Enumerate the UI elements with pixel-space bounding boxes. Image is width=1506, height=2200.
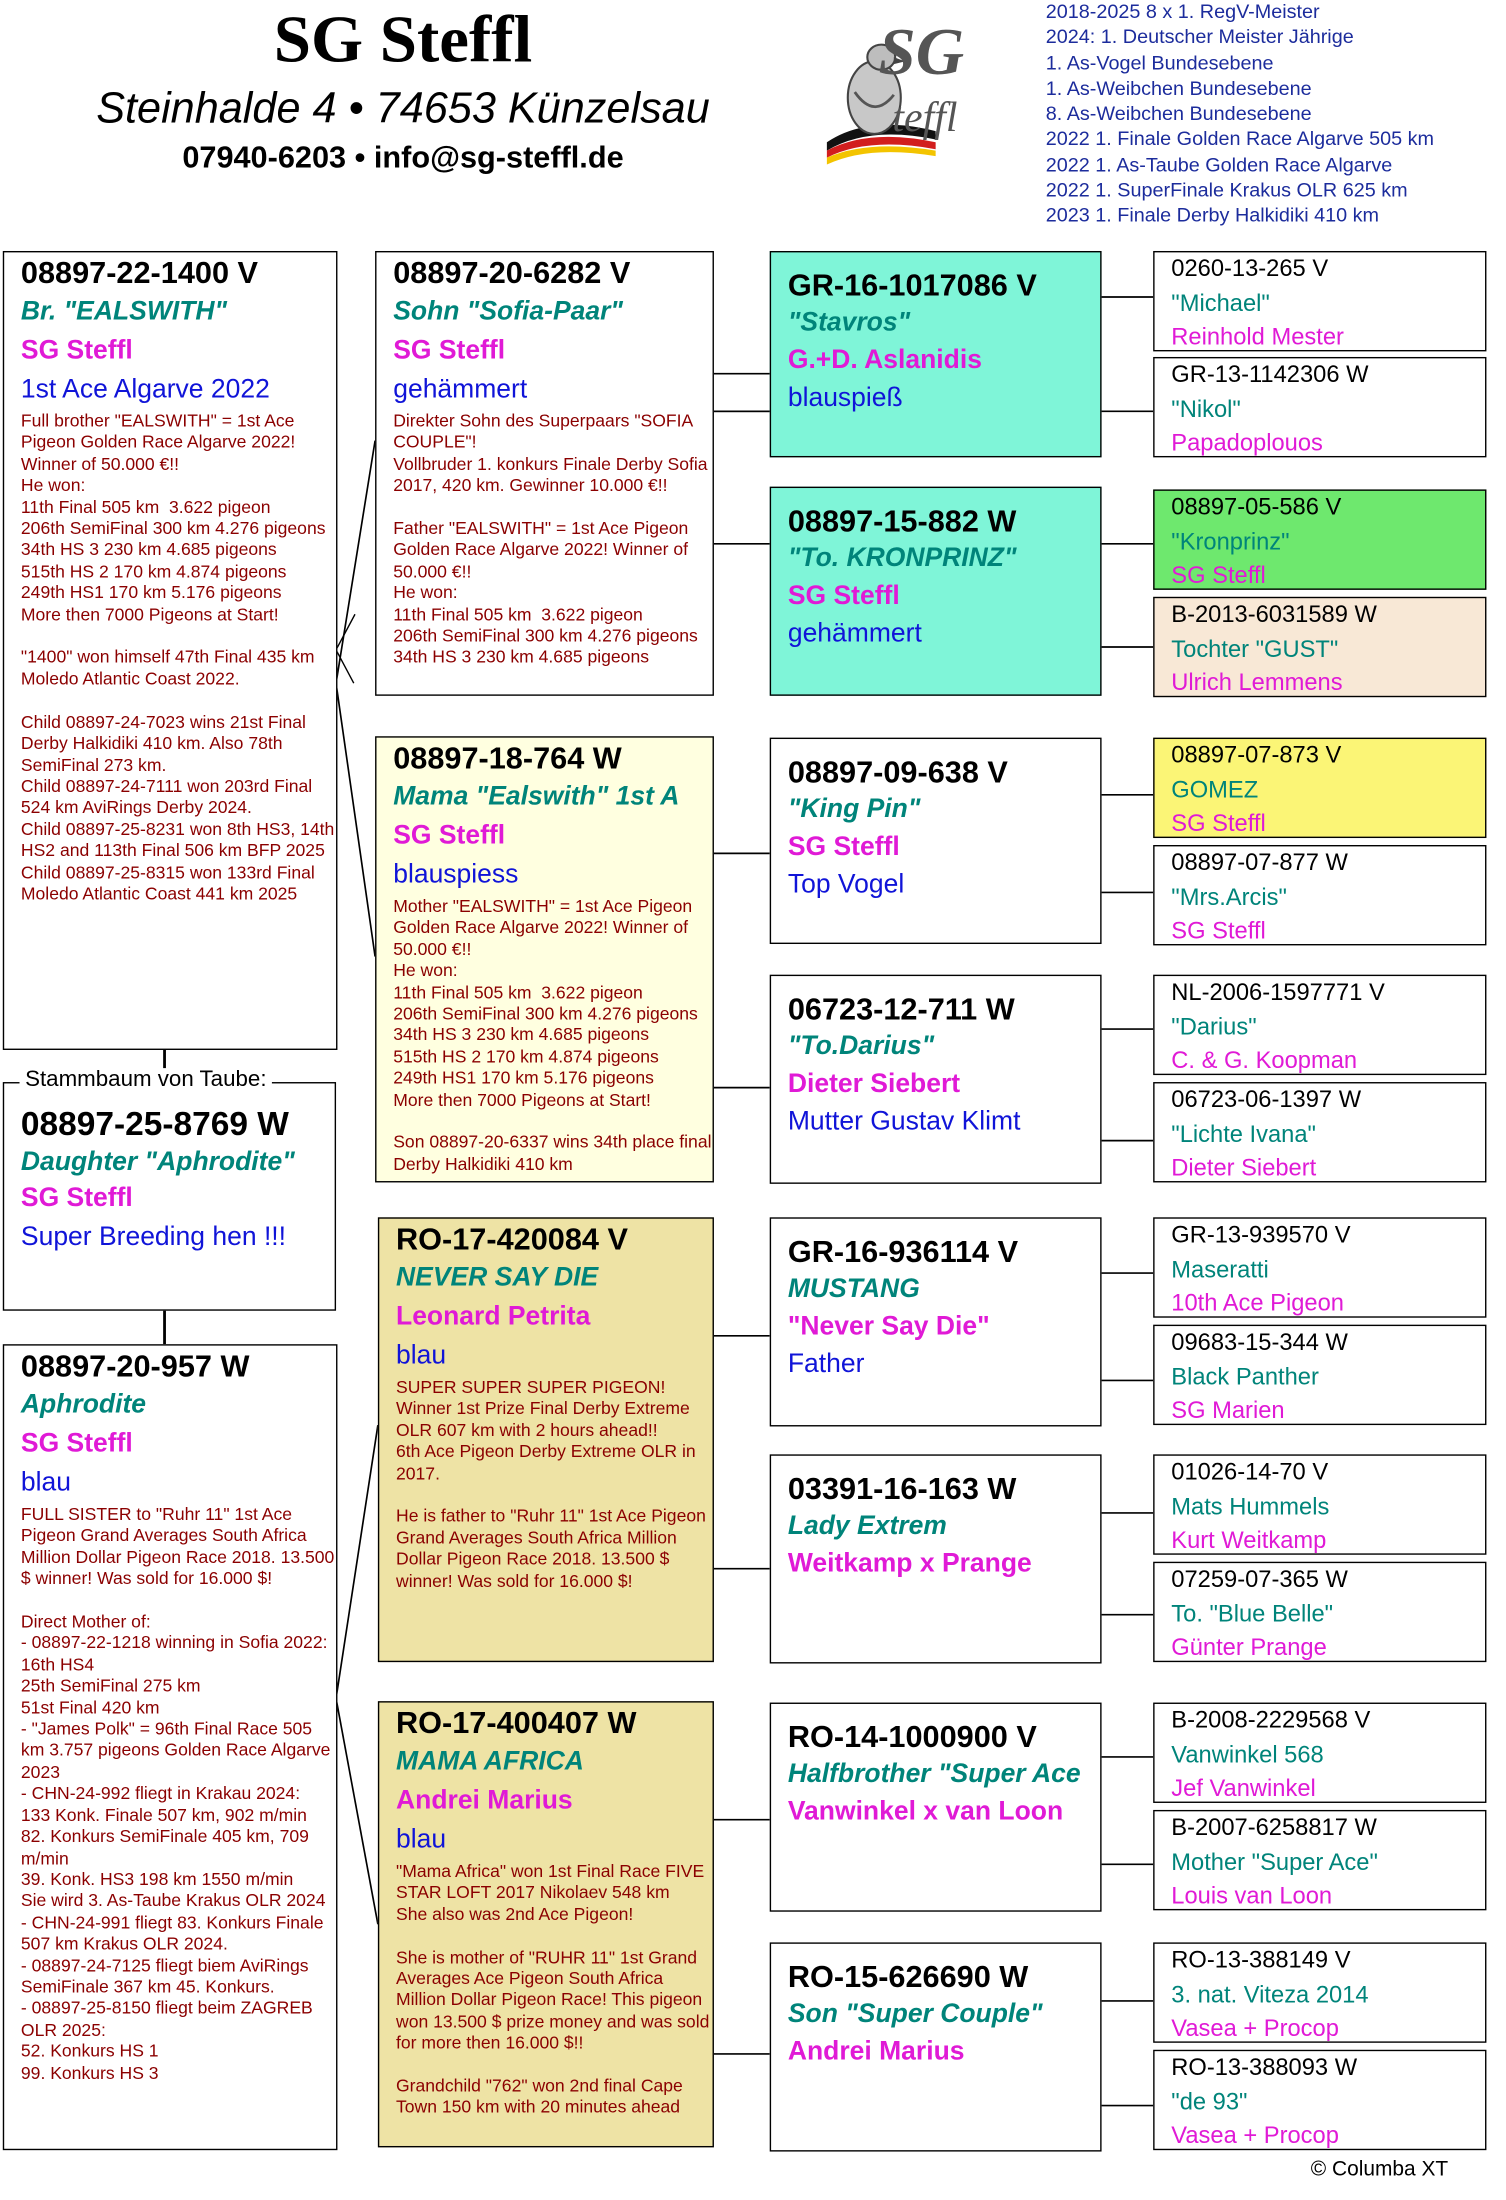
ring-number: GR-16-1017086 V (787, 267, 1037, 303)
achievement: 1. As-Vogel Bundesebene (1045, 52, 1274, 75)
description: Full brother "EALSWITH" = 1st Ace Pigeon Golden Race Algarve 2022! Winner of 50.000 €!! He won: 11th Final 505 km 3.622 pigeon 206th SemiFinal 300 km 4.276 pigeons 34th HS 3 230 km 4.685 pigeons 515th HS 2 170 km 4.874 pigeons 249th HS1 170 km 5.176 pigeons More then 7000 Pigeons at Start! "1400" won himself 47th Final 435 km Moledo Atlantic Coast 2022. Child 08897-24-7023 wins 21st Final Derby Halkidiki 410 km. Also 78th SemiFinal 273 km. Child 08897-24-7111 won 203rd Final 524 km AviRings Derby 2024. Child 08897-25-8231 won 8th HS3, 14th HS2 and 113th Final 506 km BFP 2025 Child 08897-25-8315 won 133rd Final Moledo Atlantic Coast 441 km 2025 (20, 411, 335, 904)
breeder: Vanwinkel x van Loon (787, 1797, 1064, 1827)
pigeon-name: "Lichte Ivana" (1171, 1120, 1316, 1147)
gen3-card[interactable] (770, 487, 1102, 696)
color-line: gehämmert (787, 619, 922, 649)
pigeon-name: Vanwinkel 568 (1171, 1740, 1324, 1768)
ring-number: 08897-07-877 W (1171, 849, 1348, 876)
breeder: SG Marien (1171, 1397, 1285, 1424)
pigeon-name: MAMA AFRICA (396, 1747, 584, 1777)
pigeon-name: "Mrs.Arcis" (1171, 883, 1287, 910)
ring-number: 08897-07-873 V (1171, 741, 1342, 769)
breeder: Louis van Loon (1171, 1882, 1333, 1909)
ring-number: B-2013-6031589 W (1171, 600, 1377, 628)
breeder: SG Steffl (787, 581, 900, 611)
gen4-card[interactable] (1153, 845, 1486, 945)
pigeon-name: Son "Super Couple" (787, 1999, 1043, 2029)
pigeon-name: GOMEZ (1171, 775, 1259, 803)
pigeon-name: Maseratti (1171, 1255, 1269, 1283)
achievement: 8. As-Weibchen Bundesebene (1045, 103, 1312, 126)
breeder: SG Steffl (393, 336, 506, 366)
breeder: SG Steffl (1171, 917, 1266, 945)
breeder: Dieter Siebert (1171, 1154, 1317, 1182)
color-line: blau (396, 1341, 447, 1371)
breeder: Dieter Siebert (787, 1069, 961, 1099)
ring-number: 06723-12-711 W (787, 991, 1015, 1027)
page-title: SG Steffl (273, 2, 533, 77)
gen4-card[interactable] (1153, 1454, 1486, 1554)
achievement: 2024: 1. Deutscher Meister Jährige (1045, 26, 1354, 50)
description: SUPER SUPER SUPER PIGEON! Winner 1st Prize Final Derby Extreme OLR 607 km with 2 hours ahead!! 6th Ace Pigeon Derby Extreme OLR in 2017. He is father to "Ruhr 11" 1st Ace Pigeon Grand Averages South Africa Million Dollar Pigeon Race 2018. 13.500 $ winner! Was sold for 16.000 $! (396, 1377, 706, 1591)
pigeon-name: Mother "Super Ace" (1171, 1848, 1378, 1875)
color-line: 1st Ace Algarve 2022 (20, 375, 270, 405)
pigeon-name: "Nikol" (1171, 395, 1241, 422)
gen4-card[interactable] (1153, 1562, 1486, 1662)
ring-number: 08897-20-957 W (20, 1348, 250, 1384)
breeder: Andrei Marius (787, 2037, 965, 2067)
ring-number: 08897-18-764 W (393, 740, 622, 776)
color-line: blauspieß (787, 383, 903, 413)
gen3-card[interactable] (770, 251, 1102, 457)
color-line: blau (396, 1825, 447, 1855)
pigeon-name: "Michael" (1171, 289, 1270, 316)
pigeon-name: MUSTANG (787, 1274, 920, 1304)
description: Direkter Sohn des Superpaars "SOFIA COUPLE"! Vollbruder 1. konkurs Finale Derby Sofia 2017, 420 km. Gewinner 10.000 €!! Father "EALSWITH" = 1st Ace Pigeon Golden Race Algarve 2022! Winner of 50.000 €!! He won: 11th Final 505 km 3.622 pigeon 206th SemiFinal 300 km 4.276 pigeons 34th HS 3 230 km 4.685 pigeons (393, 411, 708, 668)
maternal-grandfather-card[interactable] (378, 1217, 714, 1662)
ring-number: NL-2006-1597771 V (1171, 978, 1385, 1006)
ring-number: 07259-07-365 W (1171, 1565, 1348, 1593)
mother-card[interactable] (3, 1344, 338, 2150)
gen4-card[interactable] (1153, 1325, 1486, 1425)
description: "Mama Africa" won 1st Final Race FIVE STAR LOFT 2017 Nikolaev 548 km She also was 2nd Ace Pigeon! She is mother of "RUHR 11" 1st Grand Averages Ace Pigeon South Africa Million Dollar Pigeon Race! This pigeon won 13.500 $ prize money and was sold for more then 16.000 $!! Grandchild "762" won 2nd final Cape Town 150 km with 20 minutes ahead (396, 1861, 710, 2118)
gen4-card[interactable] (1153, 357, 1486, 457)
breeder: SG Steffl (1171, 810, 1266, 837)
breeder: G.+D. Aslanidis (787, 345, 982, 376)
pigeon-name: "de 93" (1171, 2088, 1248, 2115)
pigeon-name: Mats Hummels (1171, 1492, 1330, 1520)
ring-number: GR-13-939570 V (1171, 1221, 1351, 1248)
color-line: Super Breeding hen !!! (20, 1222, 287, 1253)
gen4-card[interactable] (1153, 1703, 1486, 1803)
breeder: SG Steffl (787, 832, 900, 862)
achievement: 2022 1. SuperFinale Krakus OLR 625 km (1045, 179, 1408, 203)
paternal-grandmother-card[interactable] (375, 736, 714, 1182)
color-line: gehämmert (393, 375, 528, 405)
subject-card[interactable] (3, 1082, 336, 1311)
gen3-card[interactable] (770, 1454, 1102, 1663)
gen4-card[interactable] (1153, 1810, 1486, 1910)
pigeon-name: Aphrodite (20, 1390, 147, 1420)
breeder: "Never Say Die" (787, 1312, 990, 1342)
breeder: Andrei Marius (396, 1786, 573, 1816)
ring-number: 08897-20-6282 V (393, 255, 631, 291)
breeder: Reinhold Mester (1171, 323, 1344, 350)
pigeon-name: "To.Darius" (787, 1031, 935, 1062)
ring-number: RO-13-388093 W (1171, 2053, 1358, 2081)
breeder: SG Steffl (20, 336, 133, 366)
breeder: Vasea + Procop (1171, 2122, 1339, 2149)
gen4-card[interactable] (1153, 975, 1486, 1075)
breeder: Papadoplouos (1171, 429, 1323, 456)
footer-copyright: © Columba XT (1310, 2157, 1449, 2181)
pigeon-name: Br. "EALSWITH" (20, 297, 228, 327)
color-line: Father (787, 1349, 865, 1380)
ring-number: 08897-05-586 V (1171, 493, 1342, 521)
pigeon-name: Daughter "Aphrodite" (20, 1147, 295, 1177)
breeder: Ulrich Lemmens (1171, 669, 1343, 696)
logo-text-top: SG (878, 15, 965, 90)
pigeon-name: NEVER SAY DIE (396, 1263, 599, 1293)
ring-number: 08897-22-1400 V (20, 255, 259, 291)
ring-number: 03391-16-163 W (787, 1471, 1017, 1506)
ring-number: GR-13-1142306 W (1171, 361, 1369, 388)
pigeon-name: "Darius" (1171, 1013, 1257, 1040)
pigeon-name: Tochter "GUST" (1171, 635, 1339, 662)
color-line: Mutter Gustav Klimt (787, 1107, 1021, 1137)
ring-number: 08897-25-8769 W (20, 1105, 289, 1144)
color-line: blau (20, 1468, 72, 1498)
pigeon-name: Mama "Ealswith" 1st A (393, 782, 680, 812)
description: Mother "EALSWITH" = 1st Ace Pigeon Golden Race Algarve 2022! Winner of 50.000 €!! He won: 11th Final 505 km 3.622 pigeon 206th SemiFinal 300 km 4.276 pigeons 34th HS 3 230 km 4.685 pigeons 515th HS 2 170 km 4.874 pigeons 249th HS1 170 km 5.176 pigeons More then 7000 Pigeons at Start! Son 08897-20-6337 wins 34th place final Derby Halkidiki 410 km (393, 896, 712, 1174)
pigeon-name: "Stavros" (787, 308, 911, 338)
gen4-card[interactable] (1153, 1942, 1486, 2042)
ring-number: GR-16-936114 V (787, 1234, 1019, 1269)
breeder: 10th Ace Pigeon (1171, 1289, 1344, 1317)
breeder: Weitkamp x Prange (787, 1549, 1032, 1579)
pigeon-name: 3. nat. Viteza 2014 (1171, 1980, 1369, 2008)
stammbaum-label: Stammbaum von Taube: (20, 1068, 273, 1093)
achievement: 2022 1. As-Taube Golden Race Algarve (1045, 154, 1393, 177)
address: Steinhalde 4 • 74653 Künzelsau (96, 83, 710, 133)
breeder: Leonard Petrita (396, 1302, 591, 1332)
achievement: 2023 1. Finale Derby Halkidiki 410 km (1045, 205, 1379, 228)
pigeon-name: Lady Extrem (787, 1511, 947, 1541)
logo-text-bottom: teffl (892, 94, 958, 141)
gen3-card[interactable] (770, 738, 1102, 944)
achievement: 2018-2025 8 x 1. RegV-Meister (1045, 1, 1320, 24)
ring-number: RO-13-388149 V (1171, 1946, 1351, 1974)
ring-number: B-2008-2229568 V (1171, 1706, 1371, 1734)
color-line: Top Vogel (787, 870, 905, 900)
gen4-card[interactable] (1153, 738, 1486, 838)
contact: 07940-6203 • info@sg-steffl.de (182, 139, 624, 175)
achievement: 2022 1. Finale Golden Race Algarve 505 km (1045, 128, 1435, 152)
pigeon-name: Black Panther (1171, 1363, 1319, 1390)
breeder: SG Steffl (20, 1429, 133, 1459)
pigeon-name: Sohn "Sofia-Paar" (393, 297, 623, 327)
ring-number: RO-15-626690 W (787, 1959, 1029, 1994)
paternal-grandfather-card[interactable] (375, 251, 714, 696)
breeder: Vasea + Procop (1171, 2014, 1339, 2042)
father-card[interactable] (3, 251, 338, 1050)
description: FULL SISTER to "Ruhr 11" 1st Ace Pigeon Grand Averages South Africa Million Dollar Pigeon Race 2018. 13.500 $ winner! Was sold for 16.000 $! Direct Mother of: - 08897-22-1218 winning in Sofia 2022: 16th HS4 25th SemiFinal 275 km 51st Final 420 km - "James Polk" = 96th Final Race 505 km 3.757 pigeons Golden Race Algarve 2023 - CHN-24-992 fliegt in Krakau 2024: 133 Konk. Finale 507 km, 902 m/min 82. Konkurs SemiFinale 405 km, 709 m/min 39. Konk. HS3 198 km 1550 m/min Sie wird 3. As-Taube Krakus OLR 2024 - CHN-24-991 fliegt 83. Konkurs Finale 507 km Krakus OLR 2024. - 08897-24-7125 fliegt biem AviRings SemiFinale 367 km 45. Konkurs. - 08897-25-8150 fliegt beim ZAGREB OLR 2025: 52. Konkurs HS 1 99. Konkurs HS 3 (20, 1504, 335, 2083)
ring-number: B-2007-6258817 W (1171, 1814, 1377, 1841)
ring-number: 01026-14-70 V (1171, 1458, 1329, 1486)
gen3-card[interactable] (770, 1217, 1102, 1426)
ring-number: RO-14-1000900 V (787, 1719, 1037, 1755)
ring-number: RO-17-420084 V (396, 1221, 628, 1257)
maternal-grandmother-card[interactable] (378, 1701, 714, 2147)
breeder: SG Steffl (393, 821, 506, 851)
breeder: SG Steffl (1171, 561, 1266, 589)
breeder: Günter Prange (1171, 1634, 1327, 1661)
breeder: SG Steffl (20, 1183, 133, 1214)
gen3-card[interactable] (770, 1703, 1102, 1912)
ring-number: 0260-13-265 V (1171, 255, 1329, 282)
pigeon-name: "King Pin" (787, 794, 921, 825)
ring-number: 08897-15-882 W (787, 503, 1017, 539)
breeder: Kurt Weitkamp (1171, 1526, 1327, 1554)
gen4-card[interactable] (1153, 251, 1486, 351)
breeder: Jef Vanwinkel (1171, 1775, 1316, 1802)
ring-number: 08897-09-638 V (787, 754, 1008, 790)
ring-number: 09683-15-344 W (1171, 1328, 1348, 1356)
pigeon-name: "Kronprinz" (1171, 527, 1290, 555)
gen4-card[interactable] (1153, 489, 1486, 589)
ring-number: RO-17-400407 W (396, 1705, 637, 1741)
achievement: 1. As-Weibchen Bundesebene (1045, 77, 1312, 101)
gen3-card[interactable] (770, 975, 1102, 1184)
breeder: C. & G. Koopman (1171, 1047, 1358, 1074)
gen3-card[interactable] (770, 1942, 1102, 2151)
ring-number: 06723-06-1397 W (1171, 1086, 1362, 1113)
gen4-card[interactable] (1153, 2050, 1486, 2150)
color-line: blauspiess (393, 860, 519, 890)
pigeon-name: To. "Blue Belle" (1171, 1600, 1334, 1627)
pigeon-name: Halfbrother "Super Ace (787, 1759, 1081, 1790)
pigeon-name: "To. KRONPRINZ" (787, 543, 1017, 574)
gen4-card[interactable] (1153, 597, 1486, 697)
gen4-card[interactable] (1153, 1082, 1486, 1182)
gen4-card[interactable] (1153, 1217, 1486, 1317)
